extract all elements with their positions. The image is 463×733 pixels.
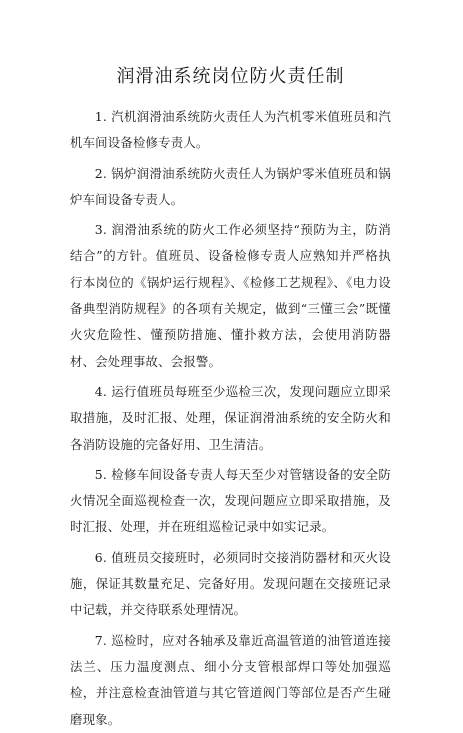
paragraph-6: 6. 值班员交接班时，必须同时交接消防器材和灭火设施，保证其数量充足、完备好用。发现问题在交接班记录中记载，并交待联系处理情况。 <box>70 549 391 618</box>
paragraph-4: 4. 运行值班员每班至少巡检三次，发现问题应立即采取措施，及时汇报、处理，保证润滑油系统的安全防火和各消防设施的完备好用、卫生清洁。 <box>70 383 391 452</box>
paragraph-7: 7. 巡检时，应对各轴承及靠近高温管道的油管道连接法兰、压力温度测点、细小分支管根部焊口等处加强巡检，并注意检查油管道与其它管道阀门等部位是否产生碰磨现象。 <box>70 632 391 727</box>
paragraph-5: 5. 检修车间设备专责人每天至少对管辖设备的安全防火情况全面巡视检查一次，发现问题应立即采取措施，及时汇报、处理，并在班组巡检记录中如实记录。 <box>70 466 391 535</box>
document-title: 润滑油系统岗位防火责任制 <box>116 66 345 87</box>
paragraph-1: 1. 汽机润滑油系统防火责任人为汽机零米值班员和汽机车间设备检修专责人。 <box>70 109 391 151</box>
paragraph-2: 2. 锅炉润滑油系统防火责任人为锅炉零米值班员和锅炉车间设备专责人。 <box>70 165 391 207</box>
paragraph-3: 3. 润滑油系统的防火工作必须坚持“预防为主，防消结合”的方针。值班员、设备检修专责人应熟知并严格执行本岗位的《锅炉运行规程》、《检修工艺规程》、《电力设备典型消防规程》的各项有关规定，做到“三懂三会”既懂火灾危险性、懂预防措施、懂扑救方法，会使用消防器材、会处理事故、会报警。 <box>70 222 391 369</box>
